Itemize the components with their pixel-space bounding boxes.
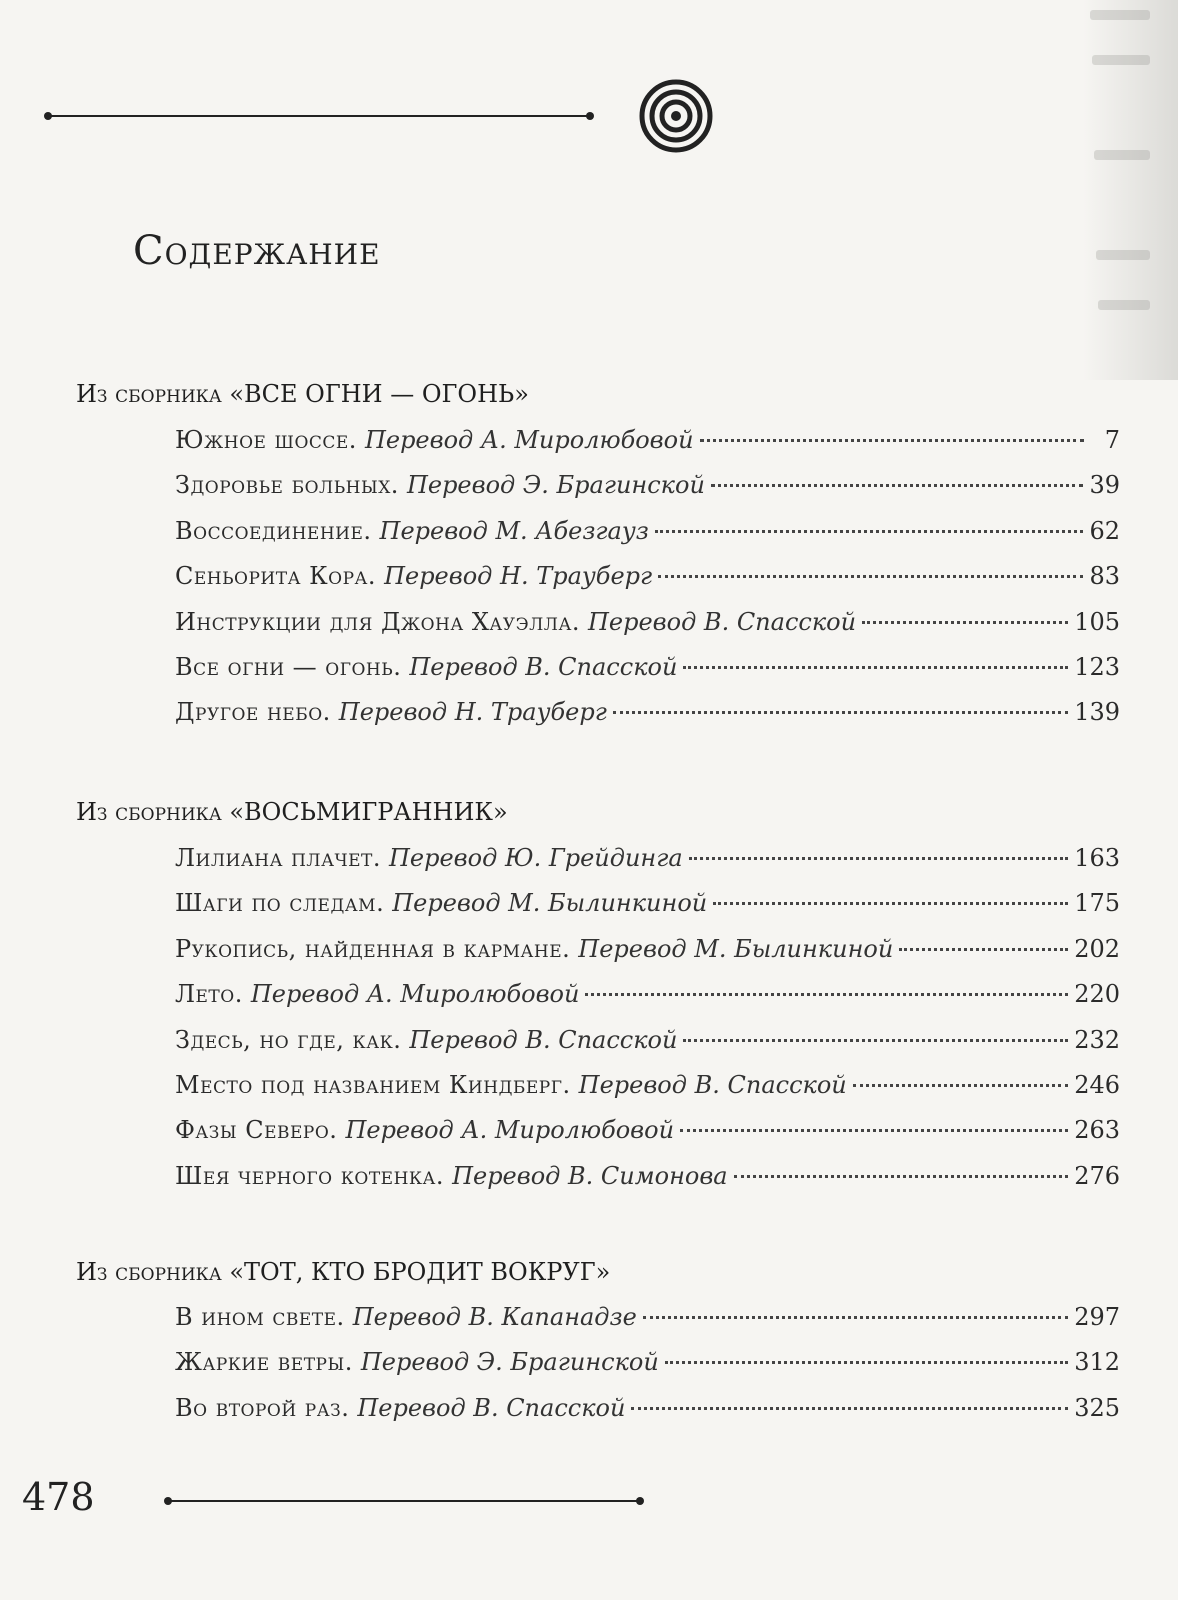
entry-page-number: 175 — [1074, 889, 1120, 917]
show-through-line — [1096, 250, 1150, 260]
dot-leader — [683, 1039, 1068, 1042]
section-heading: Из сборника «ВОСЬМИГРАННИК» — [76, 798, 508, 826]
entry-translator: Перевод В. Капанадзе — [352, 1303, 637, 1331]
toc-entry — [175, 889, 1120, 927]
entry-title: Все огни — огонь. — [175, 653, 402, 681]
toc-entry — [175, 1348, 1120, 1386]
entry-title: Воссоединение. — [175, 517, 372, 545]
toc-entry — [175, 698, 1120, 736]
dot-leader — [734, 1175, 1069, 1178]
entry-translator: Перевод В. Спасской — [578, 1071, 847, 1099]
entry-title: Место под названием Киндберг. — [175, 1071, 571, 1099]
entry-title: Инструкции для Джона Хауэлла. — [175, 608, 580, 636]
toc-entry — [175, 1116, 1120, 1154]
entry-page-number: 163 — [1074, 844, 1120, 872]
entry-page-number: 263 — [1074, 1116, 1120, 1144]
entry-translator: Перевод Н. Трауберг — [384, 562, 653, 590]
entry-page-number: 202 — [1074, 935, 1120, 963]
entry-page-number: 139 — [1074, 698, 1120, 726]
entry-page-number: 232 — [1074, 1026, 1120, 1054]
toc-entry — [175, 653, 1120, 691]
toc-entry — [175, 517, 1120, 555]
dot-leader — [711, 484, 1084, 487]
entry-page-number: 39 — [1089, 471, 1120, 499]
entry-title: Другое небо. — [175, 698, 331, 726]
show-through-line — [1098, 300, 1150, 310]
entry-translator: Перевод М. Абезгауз — [379, 517, 649, 545]
entry-title: Здесь, но где, как. — [175, 1026, 402, 1054]
dot-leader — [689, 857, 1069, 860]
top-ornament-rule — [48, 115, 590, 117]
toc-entry — [175, 471, 1120, 509]
toc-entry — [175, 1162, 1120, 1200]
entry-page-number: 83 — [1089, 562, 1120, 590]
entry-title: Жаркие ветры. — [175, 1348, 353, 1376]
entry-title: Шея черного котенка. — [175, 1162, 445, 1190]
toc-entry — [175, 1071, 1120, 1109]
dot-leader — [631, 1407, 1068, 1410]
dot-leader — [713, 902, 1068, 905]
entry-translator: Перевод М. Былинкиной — [392, 889, 708, 917]
entry-translator: Перевод В. Симонова — [452, 1162, 728, 1190]
section-heading: Из сборника «ВСЕ ОГНИ — ОГОНЬ» — [76, 380, 529, 408]
entry-translator: Перевод В. Спасской — [409, 653, 678, 681]
bottom-ornament-rule — [168, 1500, 640, 1502]
dot-leader — [680, 1129, 1068, 1132]
entry-title: Фазы Северо. — [175, 1116, 338, 1144]
entry-page-number: 246 — [1074, 1071, 1120, 1099]
toc-entry — [175, 844, 1120, 882]
entry-page-number: 312 — [1074, 1348, 1120, 1376]
entry-page-number: 297 — [1074, 1303, 1120, 1331]
dot-leader — [655, 530, 1084, 533]
entry-page-number: 325 — [1074, 1394, 1120, 1422]
toc-entry — [175, 1303, 1120, 1341]
entry-page-number: 7 — [1104, 426, 1120, 454]
dot-leader — [899, 948, 1068, 951]
toc-entry — [175, 562, 1120, 600]
toc-entry — [175, 426, 1120, 464]
dot-leader — [665, 1361, 1068, 1364]
entry-title: Шаги по следам. — [175, 889, 385, 917]
toc-entry — [175, 1394, 1120, 1432]
show-through-line — [1094, 150, 1150, 160]
dot-leader — [862, 621, 1068, 624]
dot-leader — [683, 666, 1068, 669]
dot-leader — [585, 993, 1068, 996]
entry-translator: Перевод Ю. Грейдинга — [388, 844, 683, 872]
entry-page-number: 105 — [1074, 608, 1120, 636]
show-through-line — [1090, 10, 1150, 20]
dot-leader — [853, 1084, 1068, 1087]
entry-translator: Перевод Н. Трауберг — [338, 698, 607, 726]
entry-translator: Перевод Э. Брагинской — [406, 471, 705, 499]
entry-title: Здоровье больных. — [175, 471, 399, 499]
entry-translator: Перевод В. Спасской — [409, 1026, 678, 1054]
toc-entry — [175, 935, 1120, 973]
dot-leader — [643, 1316, 1068, 1319]
section-heading: Из сборника «ТОТ, КТО БРОДИТ ВОКРУГ» — [76, 1258, 611, 1286]
entry-page-number: 220 — [1074, 980, 1120, 1008]
entry-translator: Перевод А. Миролюбовой — [364, 426, 694, 454]
toc-entry — [175, 980, 1120, 1018]
entry-page-number: 123 — [1074, 653, 1120, 681]
spiral-ornament-icon — [638, 78, 714, 154]
dot-leader — [700, 439, 1084, 442]
entry-translator: Перевод Э. Брагинской — [360, 1348, 659, 1376]
entry-title: Во второй раз. — [175, 1394, 350, 1422]
show-through-line — [1092, 55, 1150, 65]
entry-title: Лето. — [175, 980, 243, 1008]
entry-title: Лилиана плачет. — [175, 844, 381, 872]
entry-title: Сеньорита Кора. — [175, 562, 377, 590]
entry-page-number: 276 — [1074, 1162, 1120, 1190]
dot-leader — [613, 711, 1068, 714]
dot-leader — [658, 575, 1083, 578]
page-title: Содержание — [133, 228, 381, 274]
toc-entry — [175, 1026, 1120, 1064]
page-number: 478 — [22, 1475, 95, 1519]
entry-page-number: 62 — [1089, 517, 1120, 545]
entry-translator: Перевод М. Былинкиной — [578, 935, 894, 963]
entry-title: В ином свете. — [175, 1303, 345, 1331]
toc-entry — [175, 608, 1120, 646]
entry-translator: Перевод В. Спасской — [587, 608, 857, 636]
entry-title: Рукопись, найденная в кармане. — [175, 935, 571, 963]
entry-translator: Перевод В. Спасской — [357, 1394, 626, 1422]
entry-translator: Перевод А. Миролюбовой — [250, 980, 580, 1008]
entry-title: Южное шоссе. — [175, 426, 357, 454]
entry-translator: Перевод А. Миролюбовой — [345, 1116, 675, 1144]
